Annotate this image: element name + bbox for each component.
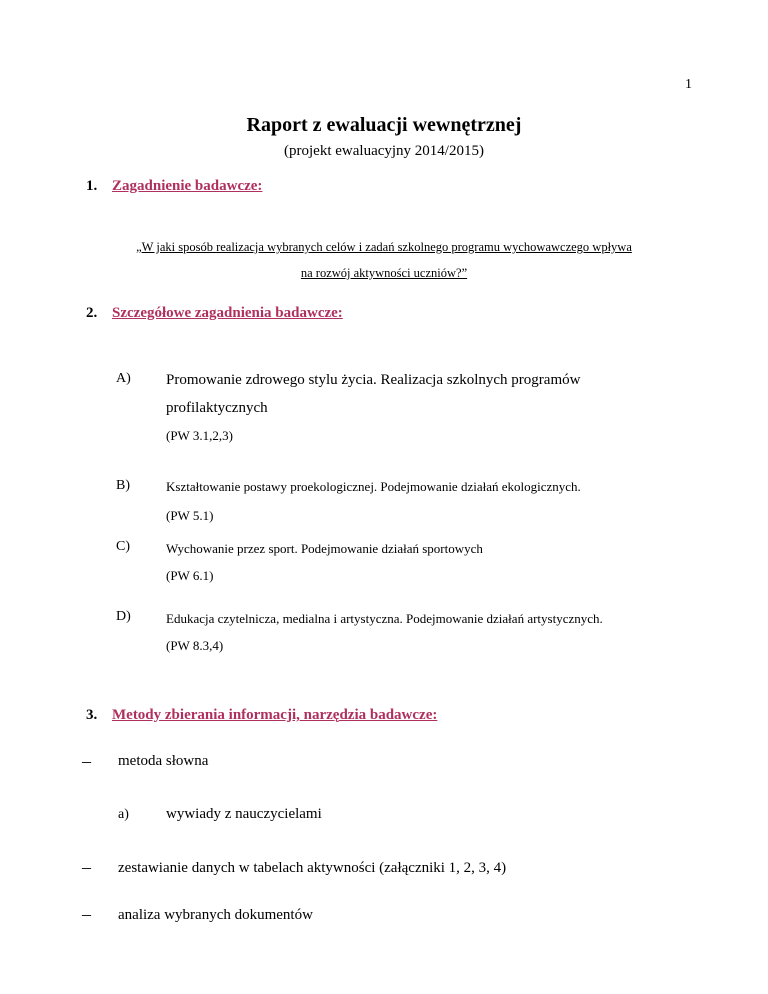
method-item-2: zestawianie danych w tabelach aktywności (załączniki 1, 2, 3, 4) bbox=[118, 860, 507, 876]
section-1-title: Zagadnienie badawcze: bbox=[112, 178, 263, 194]
method-item-3: analiza wybranych dokumentów bbox=[118, 907, 313, 923]
document-subtitle: (projekt ewaluacyjny 2014/2015) bbox=[284, 143, 484, 159]
section-2-title: Szczegółowe zagadnienia badawcze: bbox=[112, 305, 343, 321]
page-number: 1 bbox=[685, 77, 692, 92]
item-a-letter: A) bbox=[116, 371, 131, 386]
section-1-heading bbox=[86, 178, 262, 195]
research-question-line-2: na rozwój aktywności uczniów?” bbox=[300, 266, 468, 280]
list-bullet-2: – bbox=[82, 857, 91, 877]
document-title: Raport z ewaluacji wewnętrznej bbox=[246, 114, 522, 136]
section-3-heading bbox=[86, 707, 437, 724]
item-b-line-1: Kształtowanie postawy proekologicznej. Podejmowanie działań ekologicznych. bbox=[166, 479, 581, 494]
section-2-heading bbox=[86, 305, 343, 322]
item-b-letter: B) bbox=[116, 478, 130, 493]
item-b-line-2: (PW 5.1) bbox=[166, 508, 214, 523]
method-item-1: metoda słowna bbox=[118, 753, 209, 769]
section-2-number: 2. bbox=[86, 305, 98, 321]
sub-item-letter: a) bbox=[118, 807, 129, 822]
item-a-line-3: (PW 3.1,2,3) bbox=[166, 428, 233, 443]
item-d-letter: D) bbox=[116, 609, 131, 624]
item-c-line-2: (PW 6.1) bbox=[166, 568, 214, 583]
item-c-line-1: Wychowanie przez sport. Podejmowanie działań sportowych bbox=[166, 541, 483, 556]
item-d-line-2: (PW 8.3,4) bbox=[166, 638, 224, 653]
section-1-number: 1. bbox=[86, 178, 98, 194]
sub-item-text: wywiady z nauczycielami bbox=[166, 806, 322, 822]
item-d-line-1: Edukacja czytelnicza, medialna i artystyczna. Podejmowanie działań artystycznych. bbox=[166, 611, 603, 626]
list-bullet-3: – bbox=[82, 904, 91, 924]
list-bullet-1: – bbox=[82, 751, 91, 771]
item-c-letter: C) bbox=[116, 539, 130, 554]
item-a-line-2: profilaktycznych bbox=[166, 400, 268, 416]
item-a-line-1: Promowanie zdrowego stylu życia. Realizacja szkolnych programów bbox=[166, 372, 581, 388]
research-question-line-1: „W jaki sposób realizacja wybranych celów i zadań szkolnego programu wychowawczego wpływa bbox=[136, 240, 632, 254]
section-3-title: Metody zbierania informacji, narzędzia badawcze: bbox=[112, 707, 438, 723]
section-3-number: 3. bbox=[86, 707, 98, 723]
